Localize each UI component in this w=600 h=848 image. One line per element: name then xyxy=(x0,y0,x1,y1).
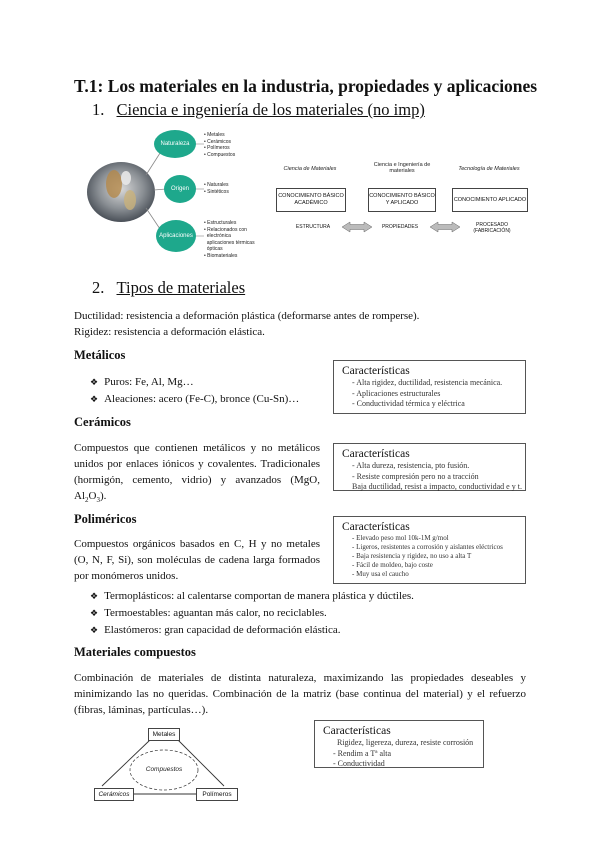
list-item: ❖ Puros: Fe, Al, Mg… xyxy=(90,376,194,388)
list-item: ❖ Termoestables: aguantan más calor, no reciclables. xyxy=(90,607,327,619)
mindmap-item: aplicaciones térmicas xyxy=(206,239,255,246)
section-2-number: 2. xyxy=(92,278,105,297)
section-2-title: Tipos de materiales xyxy=(116,278,246,297)
polimericos-description: Compuestos orgánicos basados en C, H y no metales (O, N, F, Si), son moléculas de cadena larga formados por monómeros unidos. xyxy=(74,538,320,582)
box-item: - Conductividad xyxy=(333,759,385,768)
box-item: - Resiste compresión pero no a tracción xyxy=(352,471,479,481)
mindmap-item: • Relacionados con xyxy=(204,226,247,233)
section-2-heading xyxy=(92,278,245,298)
metalicos-bullets xyxy=(90,374,299,408)
mindmap-item: electrónica xyxy=(206,233,231,239)
compuestos-description: Combinación de materiales de distinta naturaleza, maximizando las propiedades deseables y minimizando las no queridas. Combinación de la matriz (base continua del material) y el refuerzo (fibras, láminas, partículas…). xyxy=(74,672,526,716)
box-item: - Elevado peso mol 10k-1M g/mol xyxy=(352,534,449,542)
box-title: Características xyxy=(323,725,391,737)
box-item: - Alta dureza, resistencia, pto fusión. xyxy=(352,461,470,470)
flow-label-procesado: PROCESADO (FABRICACIÓN) xyxy=(473,222,511,234)
mindmap-item: • Metales xyxy=(204,132,225,138)
mindmap-item: • Sintéticos xyxy=(204,188,229,195)
mindmap-item: • Estructurales xyxy=(204,220,237,226)
ceramicos-characteristics-box xyxy=(333,443,526,491)
box-title: Características xyxy=(342,365,410,377)
box-item: - Alta rigidez, ductilidad, resistencia mecánica. xyxy=(352,378,503,387)
flow-col-title: Ciencia de Materiales xyxy=(283,166,337,172)
flow-col-title: Ciencia e Ingeniería de materiales xyxy=(373,162,431,174)
compuestos-heading: Materiales compuestos xyxy=(74,645,196,659)
section-1-number: 1. xyxy=(92,100,105,119)
ceramicos-description: Compuestos que contienen metálicos y no metálicos unidos por enlaces iónicos y covalentes. Tradicionales (hormigón, cemento, vidrio) y avanzados (MgO, $Al_2O_3$). xyxy=(74,442,320,505)
diamond-bullet-icon: ❖ xyxy=(90,608,99,618)
flow-label-propiedades: PROPIEDADES xyxy=(381,224,419,230)
box-item: - Baja resistencia y rigidez, no uso a alta T xyxy=(352,552,472,560)
definitions xyxy=(74,308,534,340)
metalicos-characteristics-box xyxy=(333,360,526,414)
list-item: ❖ Elastómeros: gran capacidad de deformación elástica. xyxy=(90,624,341,636)
mindmap-node-origen: Origen xyxy=(164,175,196,203)
metalicos-heading: Metálicos xyxy=(74,348,126,362)
box-title: Características xyxy=(342,521,410,533)
mindmap-item: • Compuestos xyxy=(204,151,236,158)
flow-col-title: Tecnología de Materiales xyxy=(458,166,520,172)
list-item: ❖ Aleaciones: acero (Fe-C), bronce (Cu-Sn)… xyxy=(90,393,300,405)
flow-box-basic-applied: CONOCIMIENTO BÁSICO Y APLICADO xyxy=(368,188,436,212)
ceramicos-heading: Cerámicos xyxy=(74,415,131,429)
box-item: - Ligeros, resistentes a corrosión y aislantes eléctricos xyxy=(352,543,503,551)
compuestos-characteristics-box xyxy=(314,720,484,768)
definition-rigidez: Rigidez: resistencia a deformación elástica. xyxy=(74,326,265,338)
box-item: - Conductividad térmica y eléctrica xyxy=(352,399,465,408)
mindmap-item: • Polímeros xyxy=(204,145,230,151)
polimericos-characteristics-box xyxy=(333,516,526,584)
mindmap-node-aplicaciones: Aplicaciones xyxy=(156,220,196,252)
mindmap-item: • Cerámicos xyxy=(204,138,232,145)
mindmap-item: • Biomateriales xyxy=(204,252,238,259)
composite-node-polimeros: Polímeros xyxy=(196,788,238,801)
box-item: Rigidez, ligereza, dureza, resiste corrosión xyxy=(337,738,474,747)
section-1-title: Ciencia e ingeniería de los materiales (no imp) xyxy=(116,100,425,119)
box-item: - Muy usa el caucho xyxy=(352,570,409,578)
mindmap-item: ópticas xyxy=(206,246,223,252)
mindmap-item: • Naturales xyxy=(204,182,229,188)
flow-box-applied: CONOCIMIENTO APLICADO xyxy=(452,188,528,212)
box-item: Baja ductilidad, resist a impacto, conductividad e y t. xyxy=(352,482,522,491)
flow-label-estructura: ESTRUCTURA xyxy=(295,224,331,230)
polimericos-heading: Poliméricos xyxy=(74,512,137,526)
section-1-heading xyxy=(92,100,425,120)
box-item: - Aplicaciones estructurales xyxy=(352,388,441,398)
mindmap-figure xyxy=(86,120,266,272)
materials-photo xyxy=(87,162,155,222)
page-title: T.1: Los materiales en la industria, propiedades y aplicaciones xyxy=(74,76,538,96)
composite-node-compuestos: Compuestos xyxy=(145,766,183,773)
diamond-bullet-icon: ❖ xyxy=(90,625,99,635)
composite-diagram xyxy=(94,722,240,802)
box-item: - Fácil de moldeo, bajo coste xyxy=(352,561,433,569)
mindmap-list-aplicaciones xyxy=(204,220,255,259)
materials-flow-diagram xyxy=(272,160,528,240)
mindmap-list-naturaleza xyxy=(204,132,235,158)
flow-box-basic: CONOCIMIENTO BÁSICO ACADÉMICO xyxy=(276,188,346,212)
composite-node-metales: Metales xyxy=(148,728,180,741)
mindmap-list-origen xyxy=(204,182,229,195)
box-title: Características xyxy=(342,448,410,460)
diamond-bullet-icon: ❖ xyxy=(90,377,99,387)
polimericos-bullets xyxy=(90,588,414,639)
diamond-bullet-icon: ❖ xyxy=(90,394,99,404)
list-item: ❖ Termoplásticos: al calentarse comportan de manera plástica y dúctiles. xyxy=(90,590,414,602)
definition-ductilidad: Ductilidad: resistencia a deformación plástica (deformarse antes de romperse). xyxy=(74,310,420,322)
mindmap-node-naturaleza: Naturaleza xyxy=(154,130,196,158)
diamond-bullet-icon: ❖ xyxy=(90,591,99,601)
composite-node-ceramicos: Cerámicos xyxy=(94,788,134,801)
box-item: - Rendim a Tª alta xyxy=(333,748,392,758)
